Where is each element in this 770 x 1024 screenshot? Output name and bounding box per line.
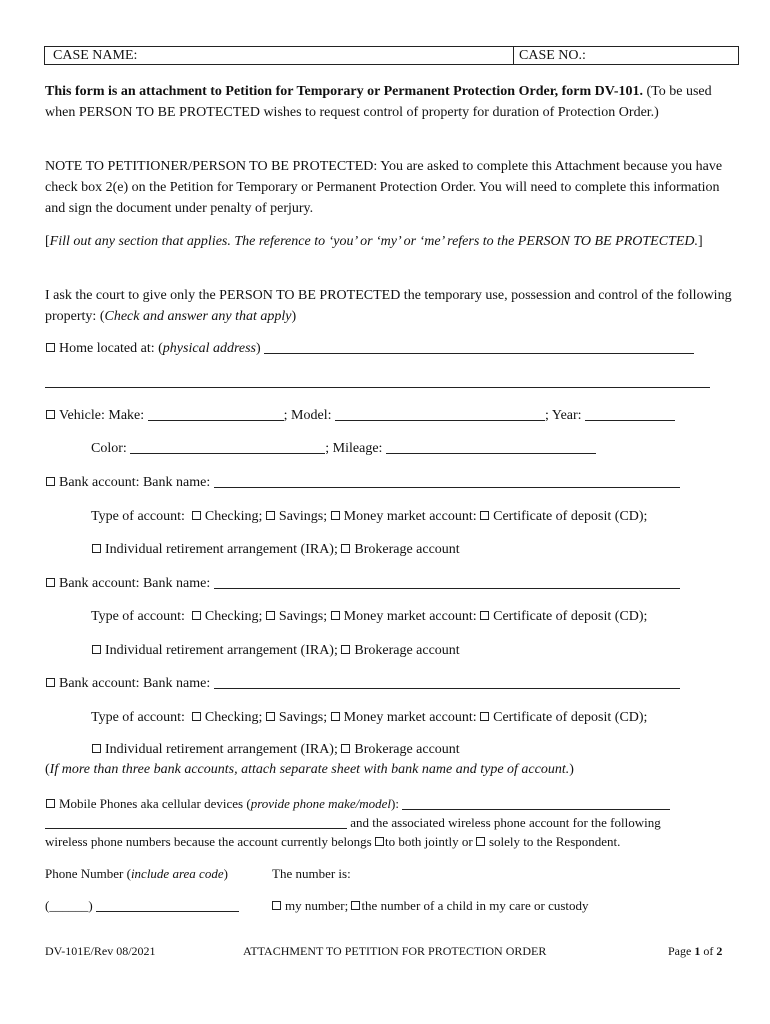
bank-1-ira-checkbox[interactable]: [92, 544, 101, 553]
footer-page-total: 2: [716, 944, 723, 958]
request-paragraph: [45, 285, 735, 327]
bank-3-cd-checkbox[interactable]: [480, 712, 489, 721]
bank-3-ira-label: Individual retirement arrangement (IRA);: [105, 742, 338, 757]
vehicle-make-field[interactable]: [148, 408, 284, 421]
number-is-label: The number is:: [272, 866, 351, 881]
mobile-line3-text: wireless phone numbers because the account currently belongs: [45, 834, 372, 849]
mobile-row-2: [45, 815, 661, 831]
bank-2-row: [46, 576, 680, 592]
my-number-label: my number;: [285, 898, 349, 913]
bank-3-label: Bank account: Bank name:: [59, 676, 211, 691]
bank-1-brokerage-label: Brokerage account: [354, 542, 460, 557]
instruction-open: [: [45, 234, 50, 249]
mobile-row-3: [45, 834, 620, 850]
bank-1-savings-label: Savings;: [278, 509, 328, 524]
bank-2-brokerage-checkbox[interactable]: [341, 645, 350, 654]
bank-1-type-label: Type of account:: [91, 509, 185, 524]
bank-1-type-row: [91, 509, 647, 525]
respondent-checkbox[interactable]: [476, 837, 485, 846]
bank-2-checking-label: Checking;: [204, 609, 263, 624]
bank-3-money-market-label: Money market account:: [343, 710, 477, 725]
home-checkbox[interactable]: [46, 343, 55, 352]
child-number-label: the number of a child in my care or custody: [361, 898, 589, 913]
instruction-close: ]: [697, 234, 703, 249]
bank-2-savings-checkbox[interactable]: [266, 611, 275, 620]
bank-1-type-row-2: [92, 542, 460, 558]
bank-2-type-row: [91, 609, 647, 625]
vehicle-year-field[interactable]: [585, 408, 675, 421]
request-italic: Check and answer any that apply: [104, 309, 292, 324]
home-label: Home located at: (: [59, 341, 163, 356]
home-label-italic: physical address: [162, 341, 256, 356]
bank-3-cd-label: Certificate of deposit (CD);: [493, 710, 648, 725]
footer-page-prefix: Page: [668, 944, 695, 958]
bank-1-savings-checkbox[interactable]: [266, 511, 275, 520]
footer-form-id: DV-101E/Rev 08/2021: [45, 944, 156, 958]
mobile-row: [46, 796, 670, 812]
mobile-line2-text: and the associated wireless phone account for the following: [350, 815, 661, 830]
jointly-checkbox[interactable]: [375, 837, 384, 846]
bank-2-name-field[interactable]: [214, 576, 680, 589]
mobile-label-italic: provide phone make/model: [250, 796, 391, 811]
mobile-make-model-field[interactable]: [402, 797, 670, 810]
footer-page: [668, 944, 722, 959]
mobile-make-model-field-2[interactable]: [45, 816, 347, 829]
case-header-divider: [513, 47, 514, 64]
bank-3-brokerage-checkbox[interactable]: [341, 744, 350, 753]
case-header-box: [44, 46, 739, 65]
bank-1-checking-label: Checking;: [204, 509, 263, 524]
case-name-label: CASE NAME:: [53, 48, 138, 63]
vehicle-color-field[interactable]: [130, 441, 325, 454]
bank-2-money-market-label: Money market account:: [343, 609, 477, 624]
footer-page-number: 1: [694, 944, 701, 958]
home-address-field[interactable]: [264, 341, 694, 354]
request-close: ): [291, 309, 297, 324]
bank-1-cd-checkbox[interactable]: [480, 511, 489, 520]
bank-2-type-row-2: [92, 643, 460, 659]
bank-3-type-row-2: [92, 742, 460, 758]
phone-number-field[interactable]: [96, 899, 239, 912]
child-number-checkbox[interactable]: [351, 901, 360, 910]
bank-3-checkbox[interactable]: [46, 678, 55, 687]
bank-2-type-label: Type of account:: [91, 609, 185, 624]
case-no-label: CASE NO.:: [519, 48, 586, 63]
bank-1-money-market-label: Money market account:: [343, 509, 477, 524]
bank-3-checking-label: Checking;: [204, 710, 263, 725]
bank-3-row: [46, 676, 680, 692]
instruction-paragraph: [45, 231, 735, 252]
bank-3-money-market-checkbox[interactable]: [331, 712, 340, 721]
bank-note-open: (: [45, 762, 50, 777]
intro-paragraph: [45, 81, 735, 123]
bank-3-checking-checkbox[interactable]: [192, 712, 201, 721]
jointly-label: to both jointly or: [384, 834, 473, 849]
instruction-text: Fill out any section that applies. The reference to ‘you’ or ‘my’ or ‘me’ refers to the PERSON TO BE PROTECTED.: [49, 234, 698, 249]
vehicle-year-label: ; Year:: [544, 408, 582, 423]
intro-bold-text: This form is an attachment to Petition for Temporary or Permanent Protection Order, form DV-101.: [45, 84, 644, 99]
bank-note: [45, 762, 574, 778]
area-code-field[interactable]: (______): [45, 898, 93, 913]
mobile-label: Mobile Phones aka cellular devices (: [59, 796, 251, 811]
phone-number-label: Phone Number (: [45, 866, 131, 881]
bank-3-ira-checkbox[interactable]: [92, 744, 101, 753]
vehicle-row: [46, 408, 675, 424]
bank-1-brokerage-checkbox[interactable]: [341, 544, 350, 553]
mobile-label-close: ):: [391, 796, 399, 811]
bank-3-savings-label: Savings;: [278, 710, 328, 725]
home-label-close: ): [256, 341, 261, 356]
home-address-field-2[interactable]: [45, 375, 710, 388]
my-number-checkbox[interactable]: [272, 901, 281, 910]
vehicle-checkbox[interactable]: [46, 410, 55, 419]
vehicle-color-label: Color:: [91, 441, 127, 456]
vehicle-make-label: Vehicle: Make:: [59, 408, 145, 423]
bank-note-text: If more than three bank accounts, attach separate sheet with bank name and type of account.: [49, 762, 570, 777]
home-row: [46, 341, 694, 357]
note-paragraph: NOTE TO PETITIONER/PERSON TO BE PROTECTED: You are asked to complete this Attachment because you have check box 2(e) on the Petition for Temporary or Permanent Protection Order. You will need to complete this information and sign the document under penalty of perjury.: [45, 159, 723, 216]
footer-page-mid: of: [700, 944, 717, 958]
bank-3-brokerage-label: Brokerage account: [354, 742, 460, 757]
vehicle-model-field[interactable]: [335, 408, 545, 421]
bank-2-cd-label: Certificate of deposit (CD);: [493, 609, 648, 624]
bank-3-name-field[interactable]: [214, 676, 680, 689]
bank-1-checkbox[interactable]: [46, 477, 55, 486]
vehicle-model-label: ; Model:: [283, 408, 332, 423]
request-text: I ask the court to give only the PERSON TO BE PROTECTED the temporary use, possession and control of the following property: (: [45, 288, 732, 324]
bank-2-label: Bank account: Bank name:: [59, 576, 211, 591]
vehicle-row-2: [91, 441, 596, 457]
bank-2-ira-label: Individual retirement arrangement (IRA);: [105, 643, 338, 658]
footer-title: ATTACHMENT TO PETITION FOR PROTECTION ORDER: [243, 944, 547, 958]
bank-1-money-market-checkbox[interactable]: [331, 511, 340, 520]
bank-2-checking-checkbox[interactable]: [192, 611, 201, 620]
bank-1-ira-label: Individual retirement arrangement (IRA);: [105, 542, 338, 557]
bank-3-type-row: [91, 710, 647, 726]
respondent-label: solely to the Respondent.: [488, 834, 621, 849]
bank-1-cd-label: Certificate of deposit (CD);: [493, 509, 648, 524]
bank-3-type-label: Type of account:: [91, 710, 185, 725]
bank-1-name-field[interactable]: [214, 475, 680, 488]
number-owner-row: [272, 898, 589, 914]
bank-2-cd-checkbox[interactable]: [480, 611, 489, 620]
vehicle-mileage-label: ; Mileage:: [325, 441, 383, 456]
vehicle-mileage-field[interactable]: [386, 441, 596, 454]
bank-2-checkbox[interactable]: [46, 578, 55, 587]
phone-number-label-italic: include area code: [130, 866, 224, 881]
bank-1-row: [46, 475, 680, 491]
bank-note-close: ): [569, 762, 574, 777]
bank-2-ira-checkbox[interactable]: [92, 645, 101, 654]
phone-number-entry: [45, 898, 239, 914]
mobile-checkbox[interactable]: [46, 799, 55, 808]
bank-3-savings-checkbox[interactable]: [266, 712, 275, 721]
phone-number-heading: [45, 866, 228, 882]
bank-1-checking-checkbox[interactable]: [192, 511, 201, 520]
bank-2-savings-label: Savings;: [278, 609, 328, 624]
intro-text: (To be used when PERSON TO BE PROTECTED wishes to request control of property for duration of Protection Order.): [45, 84, 712, 120]
bank-2-money-market-checkbox[interactable]: [331, 611, 340, 620]
phone-number-label-close: ): [223, 866, 228, 881]
home-address-row-2: [45, 375, 710, 391]
bank-2-brokerage-label: Brokerage account: [354, 643, 460, 658]
bank-1-label: Bank account: Bank name:: [59, 475, 211, 490]
